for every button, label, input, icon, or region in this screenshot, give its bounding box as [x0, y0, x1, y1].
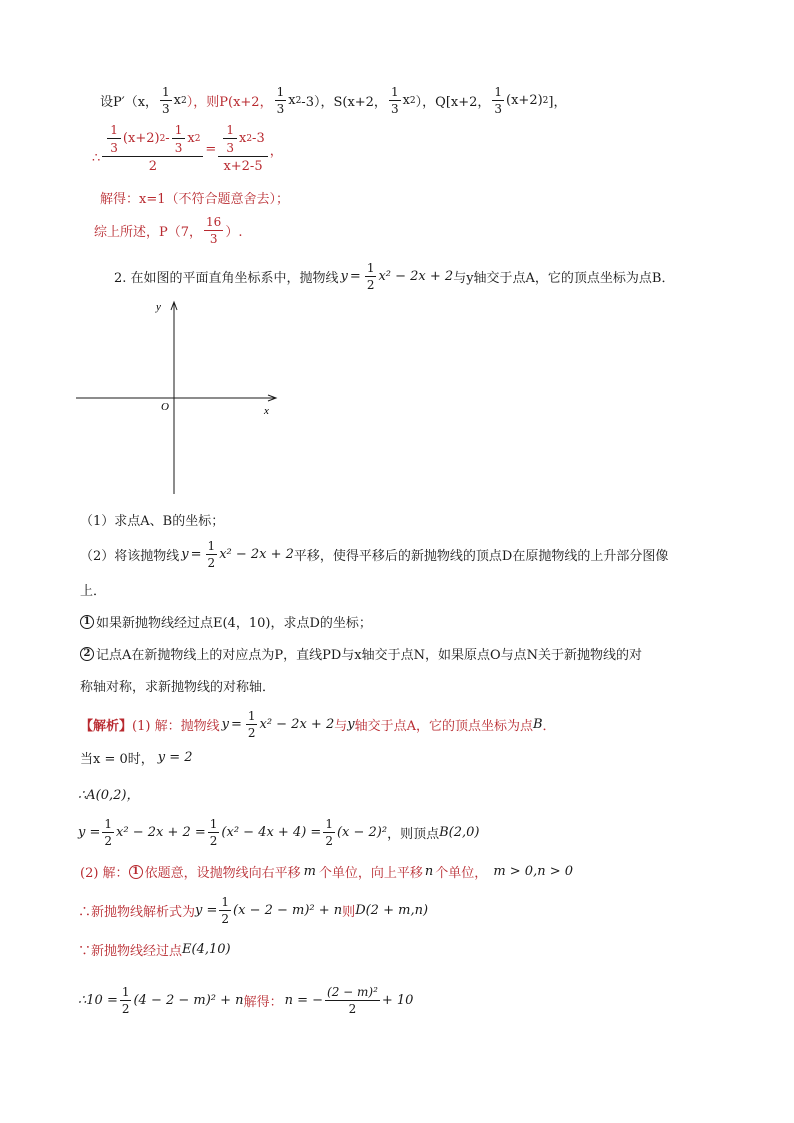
circled-number: 2	[80, 647, 94, 661]
solution-when-x0: 当x = 0时， y = 2	[80, 750, 193, 767]
solution-solve-n: ∴10 = $\frac{1}{2}$ (4 − 2 − m)² + n 解得： n = − $\frac{\text{(2 − m)²}}{2}$ + 10	[78, 985, 414, 1016]
solution-passes-E: ∵新抛物线经过点 E(4,10)	[78, 942, 231, 959]
circled-number: 1	[129, 865, 143, 879]
fraction: $\frac{1}{2}$	[207, 539, 216, 570]
origin-label: O	[161, 401, 169, 413]
fraction: $\frac{1}{3}$	[390, 85, 399, 116]
text: -3），S(x+2，	[301, 95, 387, 110]
text: 设P′（x，	[100, 95, 159, 110]
text: ），则P(x+2，	[186, 95, 273, 110]
text: x	[288, 93, 296, 108]
solution-point-A: ∴A(0,2)，	[78, 788, 140, 803]
question-part-2-sub-2-cont: 称轴对称，求新抛物线的对称轴．	[80, 680, 276, 695]
fraction: $\frac{1}{3}$	[276, 85, 285, 116]
fraction: $\frac{1}{2}$	[366, 261, 375, 292]
fraction: $\frac{1}{2}$	[209, 817, 218, 848]
fraction: $\frac{1}{2}$	[247, 709, 256, 740]
x-axis-label: x	[264, 405, 269, 417]
question-part-2-sub-1: 1 如果新抛物线经过点E(4，10)，求点D的坐标；	[80, 612, 372, 631]
big-fraction-left: $\frac{1}{3}$ (x+2) 2 - $\frac{1}{3}$ x 2 2	[102, 124, 203, 174]
text: x	[173, 93, 182, 108]
fraction: $\frac{16}{3}$	[206, 215, 222, 246]
question-part-1: （1）求点A、B的坐标；	[80, 514, 225, 529]
coordinate-axes-figure	[70, 296, 290, 501]
solution-line-2: ∴ $\frac{1}{3}$ (x+2) 2 - $\frac{1}{3}$ x 2 2 = $\frac{1}{3}$ x 2 -3 x+2-5 ，	[92, 123, 283, 174]
y-axis-label: y	[156, 301, 161, 313]
text: ]，	[548, 95, 567, 110]
question-part-2-sub-2: 2 记点A在新抛物线上的对应点为P，直线PD与x轴交于点N，如果原点O与点N关于新抛物线的对	[80, 644, 642, 663]
question-2-intro: 2. 在如图的平面直角坐标系中，抛物线 y = $\frac{1}{2}$ x² − 2x + 2 与y轴交于点A，它的顶点坐标为点B．	[114, 261, 675, 292]
fraction: $\frac{1}{2}$	[121, 985, 130, 1016]
fraction: $\frac{1}{3}$	[223, 124, 237, 154]
text: ），Q[x+2，	[415, 95, 491, 110]
solution-part-2: (2) 解： 1 依题意，设抛物线向右平移 m 个单位，向上平移 n 个单位， m > 0,n > 0	[80, 864, 574, 881]
question-part-2-cont: 上．	[80, 584, 107, 599]
fraction: $\frac{1}{3}$	[172, 124, 186, 154]
fraction: $\frac{1}{3}$	[162, 85, 170, 116]
question-part-2: （2）将该抛物线 y = $\frac{1}{2}$ x² − 2x + 2 平移，使得平移后的新抛物线的顶点D在原抛物线的上升部分图像	[80, 539, 669, 570]
fraction: $\frac{1}{2}$	[221, 895, 230, 926]
solution-new-parabola: ∴新抛物线解析式为 y = $\frac{1}{2}$ (x − 2 − m)² + n 则 D(2 + m,n)	[78, 895, 429, 926]
big-fraction-right: $\frac{1}{3}$ x 2 -3 x+2-5	[218, 124, 267, 174]
text: x	[402, 93, 410, 108]
fraction: $\frac{1}{2}$	[325, 817, 333, 848]
fraction: $\frac{1}{2}$	[104, 817, 113, 848]
solution-line-3: 解得：x=1（不符合题意舍去）；	[100, 192, 289, 207]
fraction: $\frac{1}{3}$	[494, 85, 503, 116]
solution-line-4: 综上所述，P（7， $\frac{16}{3}$ ）.	[94, 215, 243, 246]
solution-line-1: 设P′（x， $\frac{1}{3}$ x 2 ），则P(x+2， $\frac{1}{3}$ x 2 -3），S(x+2， $\frac{1}{3}$ x 2 ），Q[x+2， $\frac{1}{3}$ (x+2) 2 ]，	[100, 85, 567, 116]
text: (x+2)	[506, 93, 543, 108]
solution-tag: 【解析】	[80, 719, 133, 734]
solution-vertex-form: y = $\frac{1}{2}$ x² − 2x + 2 = $\frac{1}{2}$ (x² − 4x + 4) = $\frac{1}{2}$ (x − 2)² ，则顶点 B(2,0)	[78, 817, 480, 848]
fraction: $\frac{1}{3}$	[107, 124, 121, 154]
solution-header: 【解析】 (1) 解：抛物线 y = $\frac{1}{2}$ x² − 2x + 2 与 y 轴交于点A，它的顶点坐标为点 B ．	[80, 709, 556, 740]
fraction: $\frac{\text{(2 − m)²}}{2}$	[327, 985, 378, 1016]
circled-number: 1	[80, 615, 94, 629]
therefore-symbol: ∴	[92, 150, 101, 166]
